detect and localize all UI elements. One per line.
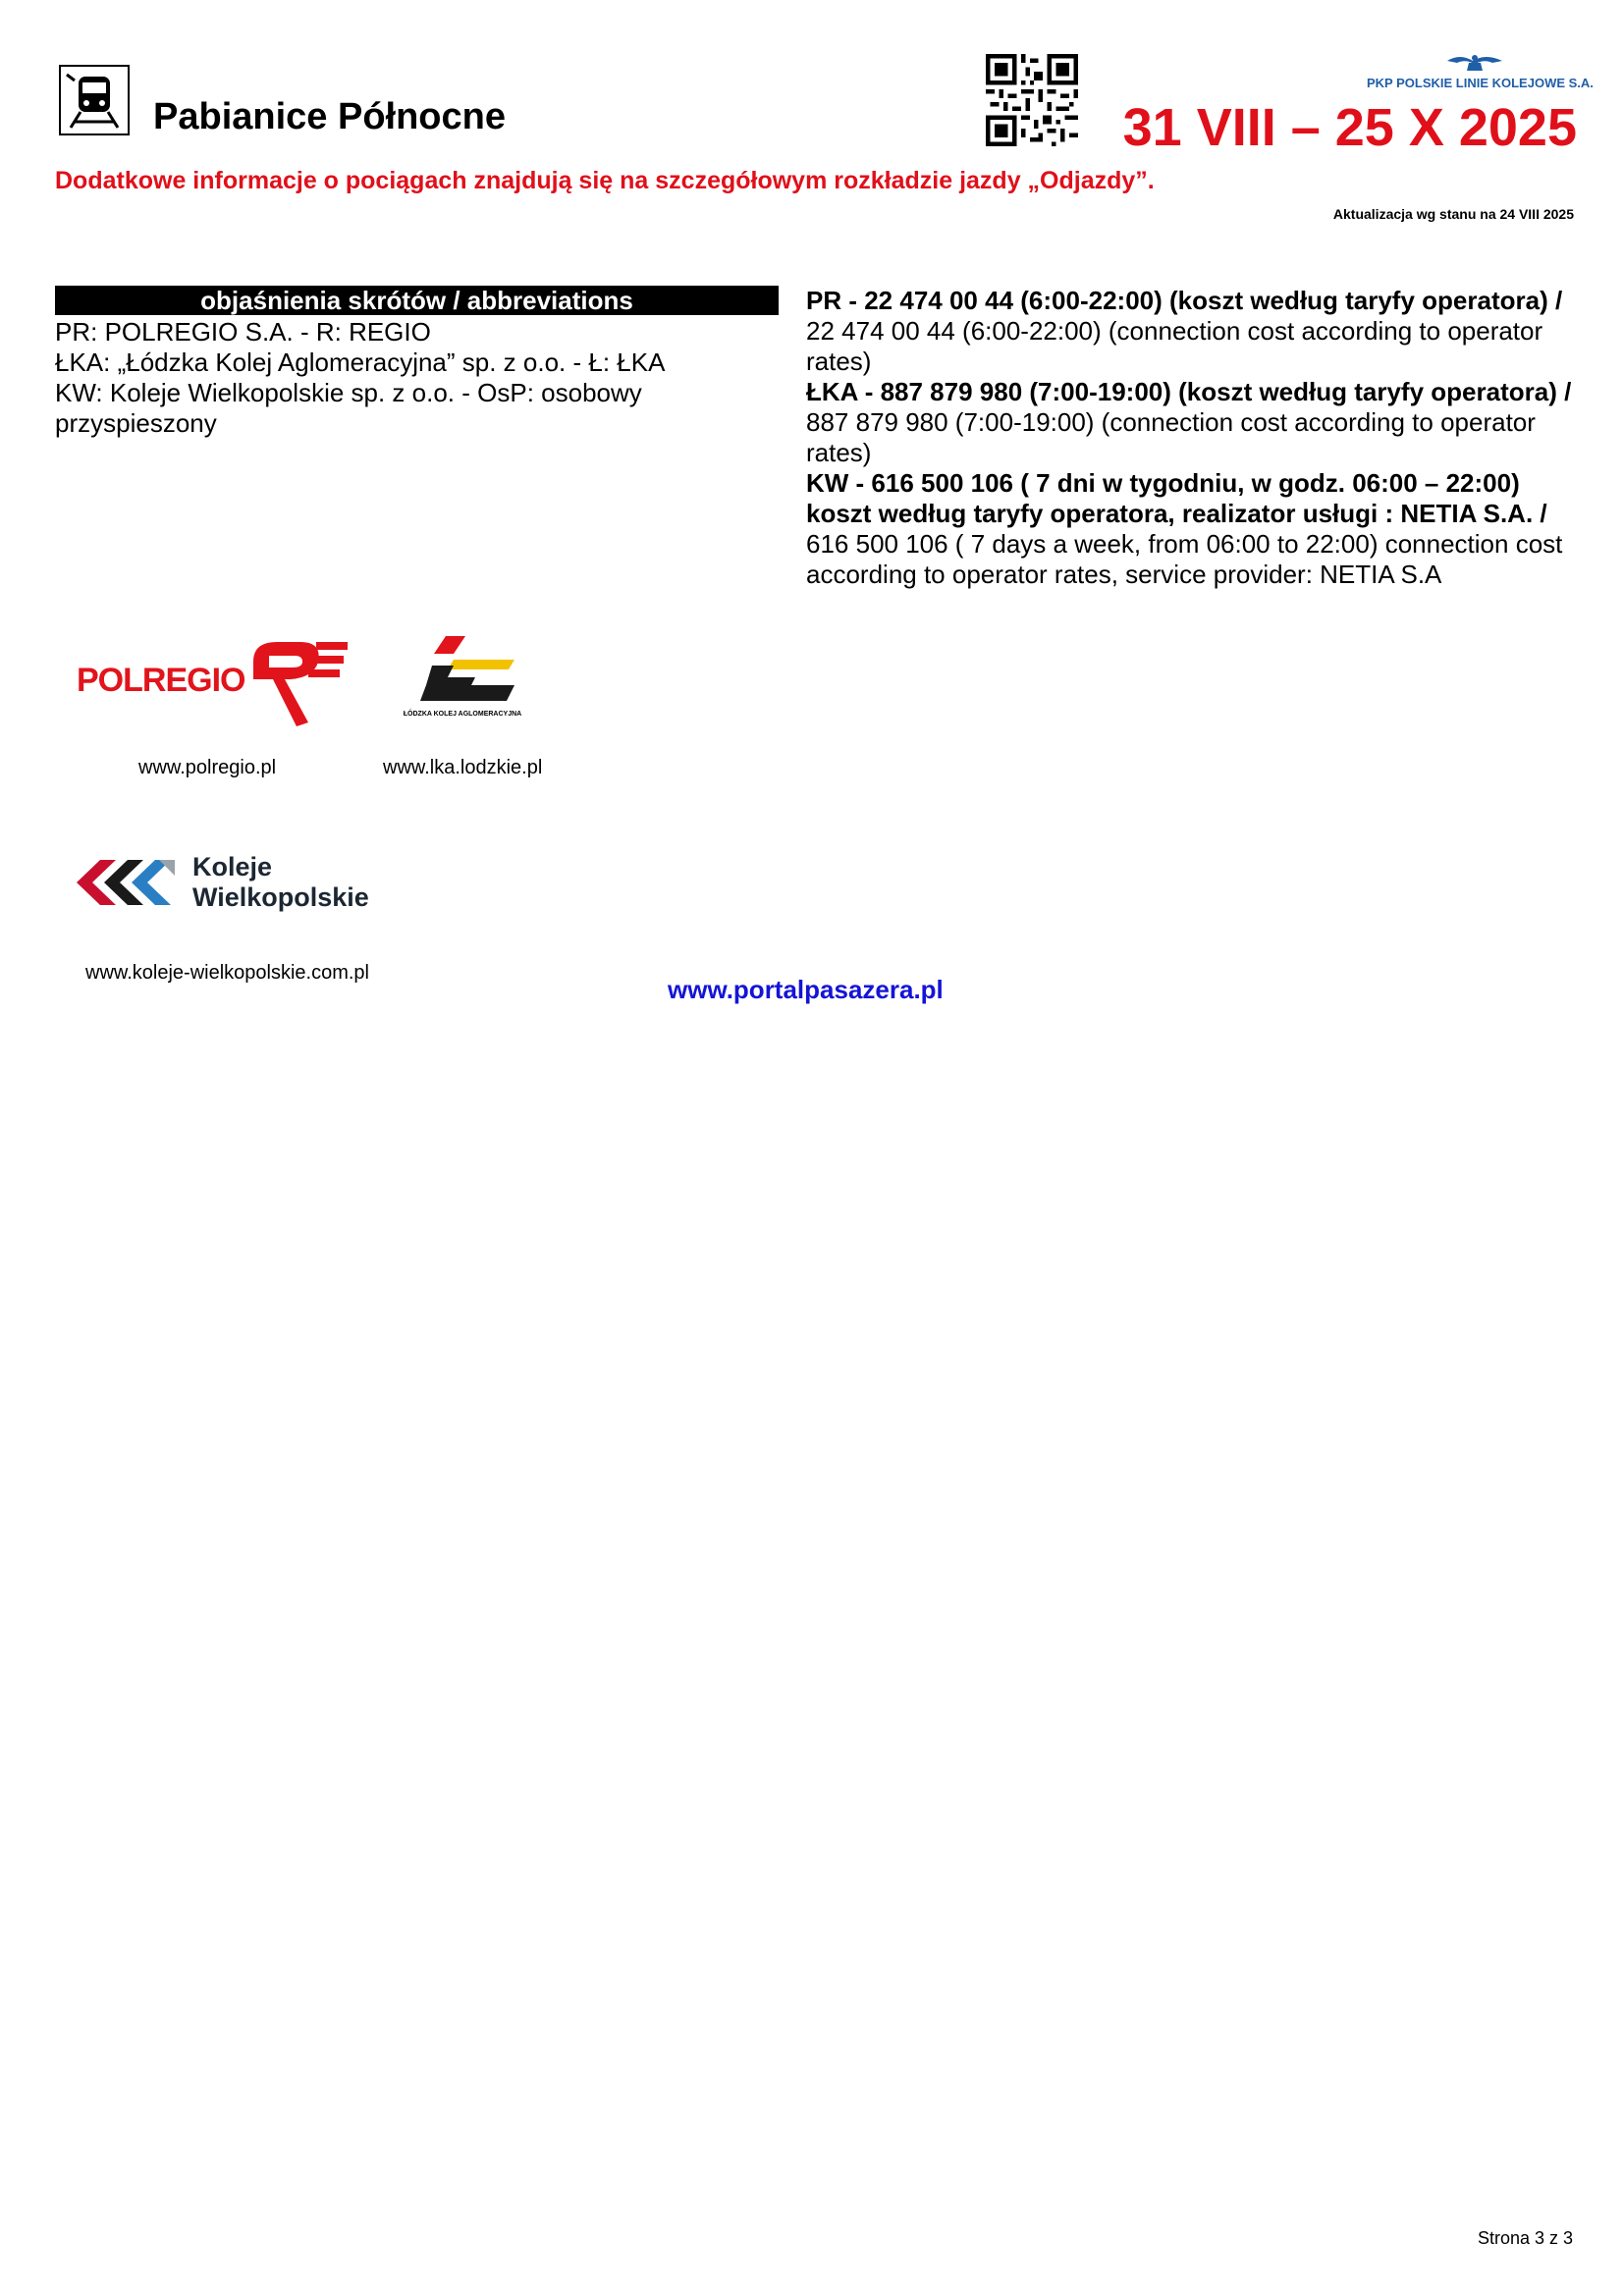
train-icon xyxy=(59,65,130,135)
pkp-plk-name: PKP POLSKIE LINIE KOLEJOWE S.A. xyxy=(1367,76,1594,90)
abbreviations-title: objaśnienia skrótów / abbreviations xyxy=(55,286,779,315)
notice-text: Dodatkowe informacje o pociągach znajdują się na szczegółowym rozkładzie jazdy „Odjazdy”. xyxy=(55,167,1155,194)
contact-lka-bold: ŁKA - 887 879 980 (7:00-19:00) (koszt według taryfy operatora) / xyxy=(806,377,1572,406)
contact-pr-normal: 22 474 00 44 (6:00-22:00) (connection cost according to operator rates) xyxy=(806,316,1543,376)
page-number: Strona 3 z 3 xyxy=(1477,2228,1573,2248)
koleje-wielkopolskie-wordmark xyxy=(192,852,369,913)
contact-kw-bold: KW - 616 500 106 ( 7 dni w tygodniu, w godz. 06:00 – 22:00) koszt według taryfy operatora, realizator usługi : NETIA S.A. / xyxy=(806,468,1547,528)
abbreviation-line: PR: POLREGIO S.A. - R: REGIO xyxy=(55,317,431,347)
lka-symbol-icon xyxy=(420,636,514,707)
contact-lka-normal: 887 879 980 (7:00-19:00) (connection cost according to operator rates) xyxy=(806,407,1536,467)
lka-caption: ŁÓDZKA KOLEJ AGLOMERACYJNA xyxy=(403,711,522,718)
contact-entry-kw xyxy=(806,468,1582,590)
polregio-wordmark xyxy=(77,662,244,700)
pkp-plk-logo xyxy=(1367,51,1594,96)
contact-entry-pr xyxy=(806,286,1582,377)
abbreviation-line: ŁKA: „Łódzka Kolej Aglomeracyjna” sp. z o.o. - Ł: ŁKA xyxy=(55,347,666,377)
validity-date-range: 31 VIII – 25 X 2025 xyxy=(1122,98,1577,157)
pkp-plk-logo-icon xyxy=(1445,51,1504,73)
polregio-pol: POL xyxy=(77,662,142,699)
polregio-regio: REGIO xyxy=(141,662,245,699)
station-name: Pabianice Północne xyxy=(153,96,506,137)
contact-kw-normal: 616 500 106 ( 7 days a week, from 06:00 to 22:00) connection cost according to operator rates, service provider: NETIA S.A xyxy=(806,529,1563,589)
abbreviation-line: KW: Koleje Wielkopolskie sp. z o.o. - OsP: osobowy xyxy=(55,378,642,407)
polregio-logo xyxy=(73,636,350,730)
koleje-wielkopolskie-link[interactable]: www.koleje-wielkopolskie.com.pl xyxy=(85,962,369,984)
update-note: Aktualizacja wg stanu na 24 VIII 2025 xyxy=(1332,206,1574,222)
portal-pasazera-link[interactable]: www.portalpasazera.pl xyxy=(668,975,944,1004)
koleje-wielkopolskie-symbol-icon xyxy=(77,852,185,913)
kw-line-2: Wielkopolskie xyxy=(192,882,369,912)
contact-list xyxy=(806,286,1582,590)
abbreviation-line: przyspieszony xyxy=(55,408,217,438)
polregio-link[interactable]: www.polregio.pl xyxy=(138,757,277,778)
abbreviations-list xyxy=(55,317,762,439)
koleje-wielkopolskie-logo xyxy=(77,852,401,917)
kw-line-1: Koleje xyxy=(192,852,273,881)
contact-entry-lka xyxy=(806,377,1582,468)
polregio-symbol-icon xyxy=(247,636,350,730)
lka-link[interactable]: www.lka.lodzkie.pl xyxy=(383,757,543,778)
lka-logo xyxy=(389,636,536,724)
contact-pr-bold: PR - 22 474 00 44 (6:00-22:00) (koszt według taryfy operatora) / xyxy=(806,286,1563,315)
